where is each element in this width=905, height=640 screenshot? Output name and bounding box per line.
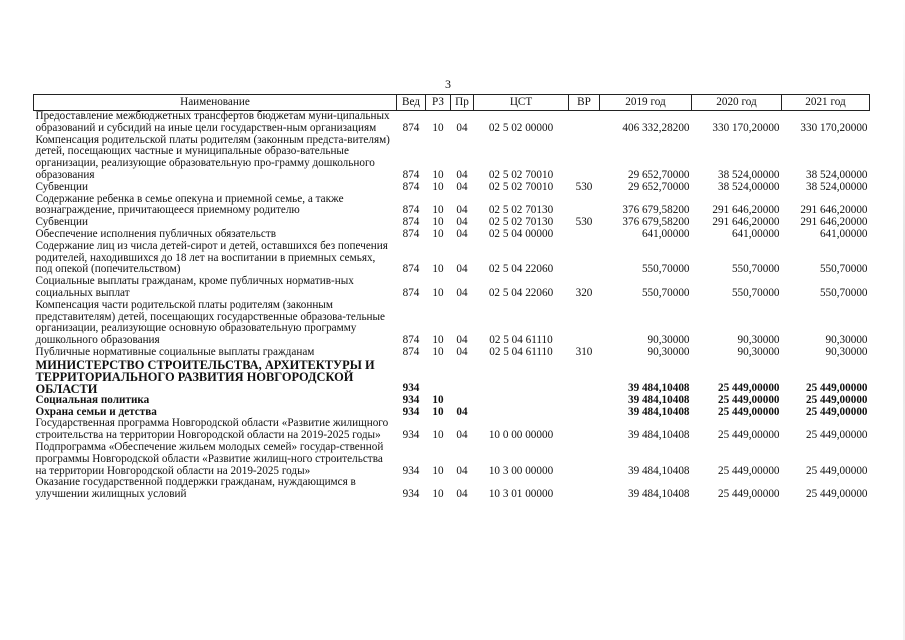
cell-rz: 10 (432, 286, 444, 299)
cell-pr (451, 359, 474, 395)
cell-rz: 10 (432, 405, 444, 418)
cell-y2019: 39 484,10408 (627, 381, 690, 394)
cell-cst: 02 5 04 61110 (489, 345, 553, 358)
cell-y2021: 25 449,00000 (805, 464, 868, 477)
cell-y2020: 641,00000 (731, 227, 780, 240)
cell-y2020: 25 449,00000 (717, 381, 780, 394)
cell-y2019: 39 484,10408 (627, 464, 690, 477)
cell-y2019: 29 652,70000 (627, 180, 690, 193)
cell-y2019: 29 652,70000 (627, 168, 690, 181)
cell-ved: 874 (402, 204, 420, 217)
header-2019: 2019 год (600, 95, 692, 111)
cell-y2019: 39 484,10408 (627, 405, 690, 418)
cell-name: Публичные нормативные социальные выплаты гражданам (35, 345, 315, 358)
cell-ved: 934 (402, 381, 420, 394)
table-row (34, 418, 870, 442)
cell-name: Оказание государственной поддержки гражданам, нуждающимся в улучшении жилищных условий (35, 476, 356, 501)
table-header-row (34, 95, 870, 111)
cell-y2021: 330 170,20000 (800, 121, 868, 134)
cell-vr (569, 241, 600, 276)
cell-name: МИНИСТЕРСТВО СТРОИТЕЛЬСТВА, АРХИТЕКТУРЫ И ТЕРРИТОРИАЛЬНОГО РАЗВИТИЯ НОВГОРОДСКОЙ ОБЛАСТИ (35, 357, 375, 396)
cell-y2020: 25 449,00000 (717, 393, 780, 406)
cell-y2020: 38 524,00000 (717, 180, 780, 193)
cell-cst (474, 395, 569, 407)
cell-y2021: 25 449,00000 (805, 488, 868, 501)
table-row (34, 135, 870, 182)
cell-name: Компенсация части родительской платы родителям (законным представителям) детей, посещающих государственные образова-тельные организации, реализующие основную образовательную программу дошкольного образования (35, 298, 386, 347)
cell-pr (451, 395, 474, 407)
table-row (34, 276, 870, 300)
cell-ved: 934 (402, 429, 420, 442)
cell-pr: 04 (456, 216, 468, 229)
cell-vr (569, 395, 600, 407)
cell-y2020: 25 449,00000 (717, 464, 780, 477)
cell-y2019: 406 332,28200 (622, 121, 690, 134)
cell-name: Содержание лиц из числа детей-сирот и детей, оставшихся без попечения родителей, находившихся до 18 лет на воспитании в приемных семьях, под опекой (попечительством) (35, 239, 388, 276)
cell-y2020: 291 646,20000 (712, 216, 780, 229)
cell-name: Социальная политика (35, 393, 150, 406)
cell-y2020: 25 449,00000 (717, 405, 780, 418)
cell-vr (569, 418, 600, 442)
cell-y2021: 25 449,00000 (805, 393, 868, 406)
table-row (34, 182, 870, 194)
cell-y2019: 550,70000 (641, 263, 690, 276)
cell-y2021: 291 646,20000 (800, 204, 868, 217)
header-vr: ВР (569, 95, 600, 111)
cell-name: Предоставление межбюджетных трансфертов бюджетам муни-ципальных образований и субсидий на иные цели государствен-ным организациям (35, 110, 390, 134)
header-ved: Вед (397, 95, 426, 111)
cell-y2021: 641,00000 (819, 227, 868, 240)
cell-cst: 02 5 04 61110 (489, 334, 553, 347)
cell-vr (569, 477, 600, 501)
cell-vr: 320 (575, 286, 593, 299)
cell-y2019: 39 484,10408 (627, 393, 690, 406)
cell-name: Содержание ребенка в семье опекуна и приемной семье, а также вознаграждение, причитающееся приемному родителю (35, 192, 344, 217)
cell-y2021: 38 524,00000 (805, 168, 868, 181)
cell-y2020: 25 449,00000 (717, 488, 780, 501)
table-row (34, 477, 870, 501)
cell-y2021: 25 449,00000 (805, 381, 868, 394)
table-row (34, 241, 870, 276)
cell-cst (474, 359, 569, 395)
header-2021: 2021 год (782, 95, 870, 111)
cell-name: Охрана семьи и детства (35, 405, 157, 418)
cell-rz: 10 (432, 227, 444, 240)
table-row (34, 229, 870, 241)
cell-rz: 10 (432, 263, 444, 276)
cell-cst: 10 0 00 00000 (488, 429, 554, 442)
cell-y2021: 25 449,00000 (805, 405, 868, 418)
cell-name: Подпрограмма «Обеспечение жильем молодых семей» государ-ственной программы Новгородской области «Развитие жилищ-ного строительства на территории Новгородской области на 2019-2025 годы» (35, 440, 384, 477)
cell-pr: 04 (456, 204, 468, 217)
cell-y2020: 90,30000 (737, 334, 780, 347)
cell-y2021: 291 646,20000 (800, 216, 868, 229)
cell-pr: 04 (456, 345, 468, 358)
cell-y2021: 25 449,00000 (805, 429, 868, 442)
cell-name: Обеспечение исполнения публичных обязательств (35, 227, 277, 240)
cell-y2020: 90,30000 (737, 345, 780, 358)
cell-vr (569, 111, 600, 135)
cell-y2020: 291 646,20000 (712, 204, 780, 217)
cell-y2020: 38 524,00000 (717, 168, 780, 181)
cell-cst (474, 407, 569, 419)
cell-rz: 10 (432, 168, 444, 181)
cell-ved: 934 (402, 405, 420, 418)
cell-y2020: 330 170,20000 (712, 121, 780, 134)
cell-rz: 10 (432, 488, 444, 501)
cell-cst: 02 5 02 70130 (488, 216, 554, 229)
cell-rz: 10 (432, 393, 444, 406)
cell-y2019: 550,70000 (641, 286, 690, 299)
cell-cst: 10 3 00 00000 (488, 464, 554, 477)
cell-cst: 02 5 02 70010 (488, 180, 554, 193)
cell-name: Субвенции (35, 180, 88, 193)
header-pr: Пр (451, 95, 474, 111)
cell-rz: 10 (432, 204, 444, 217)
header-name: Наименование (34, 95, 397, 111)
cell-cst: 02 5 02 00000 (488, 121, 554, 134)
cell-rz: 10 (432, 216, 444, 229)
cell-pr: 04 (456, 227, 468, 240)
cell-pr: 04 (456, 286, 468, 299)
cell-pr: 04 (456, 263, 468, 276)
table-row (34, 442, 870, 477)
cell-pr: 04 (456, 121, 468, 134)
cell-name: Социальные выплаты гражданам, кроме публичных норматив-ных социальных выплат (35, 275, 354, 299)
cell-vr (569, 407, 600, 419)
cell-vr: 310 (575, 345, 593, 358)
cell-vr (569, 194, 600, 218)
table-row (34, 300, 870, 347)
cell-name: Государственная программа Новгородской области «Развитие жилищного строительства на территории Новгородской области на 2019-2025 годы» (35, 417, 389, 442)
cell-vr (569, 135, 600, 182)
cell-ved: 874 (402, 263, 420, 276)
table-row (34, 395, 870, 407)
cell-vr (569, 442, 600, 477)
cell-vr: 530 (575, 180, 593, 193)
header-2020: 2020 год (692, 95, 782, 111)
cell-ved: 874 (402, 180, 420, 193)
budget-table (33, 94, 870, 501)
cell-vr (569, 359, 600, 395)
table-row (34, 359, 870, 395)
cell-ved: 934 (402, 464, 420, 477)
cell-rz: 10 (432, 429, 444, 442)
cell-y2021: 550,70000 (819, 263, 868, 276)
cell-pr: 04 (456, 488, 468, 501)
table-row (34, 347, 870, 359)
cell-ved: 874 (402, 216, 420, 229)
cell-rz: 10 (432, 345, 444, 358)
cell-y2019: 39 484,10408 (627, 488, 690, 501)
cell-ved: 874 (402, 286, 420, 299)
cell-rz (426, 359, 451, 395)
header-rz: РЗ (426, 95, 451, 111)
cell-cst: 02 5 02 70130 (488, 204, 554, 217)
cell-name: Компенсация родительской платы родителям (законным предста-вителям) детей, посещающих частные и муниципальные образо-вательные организации, реализующие образовательную про-грамму дошкольного образования (35, 133, 390, 181)
cell-y2020: 550,70000 (731, 263, 780, 276)
cell-y2021: 38 524,00000 (805, 180, 868, 193)
cell-y2021: 550,70000 (819, 286, 868, 299)
cell-name: Субвенции (35, 216, 88, 229)
table-row (34, 194, 870, 218)
cell-y2021: 90,30000 (825, 334, 868, 347)
cell-ved: 874 (402, 334, 420, 347)
cell-y2021: 90,30000 (825, 345, 868, 358)
cell-vr (569, 300, 600, 347)
cell-rz: 10 (432, 464, 444, 477)
cell-y2020: 550,70000 (731, 286, 780, 299)
cell-cst: 02 5 04 22060 (488, 263, 554, 276)
cell-y2019: 90,30000 (647, 334, 690, 347)
cell-ved: 874 (402, 227, 420, 240)
cell-y2019: 376 679,58200 (622, 204, 690, 217)
cell-pr: 04 (456, 405, 468, 418)
cell-ved: 874 (402, 345, 420, 358)
cell-ved: 934 (402, 393, 420, 406)
cell-y2019: 39 484,10408 (627, 429, 690, 442)
cell-cst: 02 5 04 00000 (488, 227, 554, 240)
table-body (34, 111, 870, 501)
cell-pr: 04 (456, 168, 468, 181)
cell-y2019: 641,00000 (641, 227, 690, 240)
cell-y2020: 25 449,00000 (717, 429, 780, 442)
cell-ved: 874 (402, 121, 420, 134)
cell-y2019: 90,30000 (647, 345, 690, 358)
cell-cst: 02 5 04 22060 (488, 286, 554, 299)
cell-cst: 10 3 01 00000 (488, 488, 554, 501)
cell-pr: 04 (456, 180, 468, 193)
cell-rz: 10 (432, 334, 444, 347)
cell-vr (569, 229, 600, 241)
header-cst: ЦСТ (474, 95, 569, 111)
cell-rz: 10 (432, 121, 444, 134)
cell-pr: 04 (456, 464, 468, 477)
cell-pr: 04 (456, 429, 468, 442)
cell-y2019: 376 679,58200 (622, 216, 690, 229)
cell-vr: 530 (575, 216, 593, 229)
page-number: 3 (445, 77, 451, 91)
cell-rz: 10 (432, 180, 444, 193)
cell-cst: 02 5 02 70010 (488, 168, 554, 181)
cell-pr: 04 (456, 334, 468, 347)
cell-ved: 874 (402, 168, 420, 181)
table-row (34, 111, 870, 135)
cell-ved: 934 (402, 488, 420, 501)
